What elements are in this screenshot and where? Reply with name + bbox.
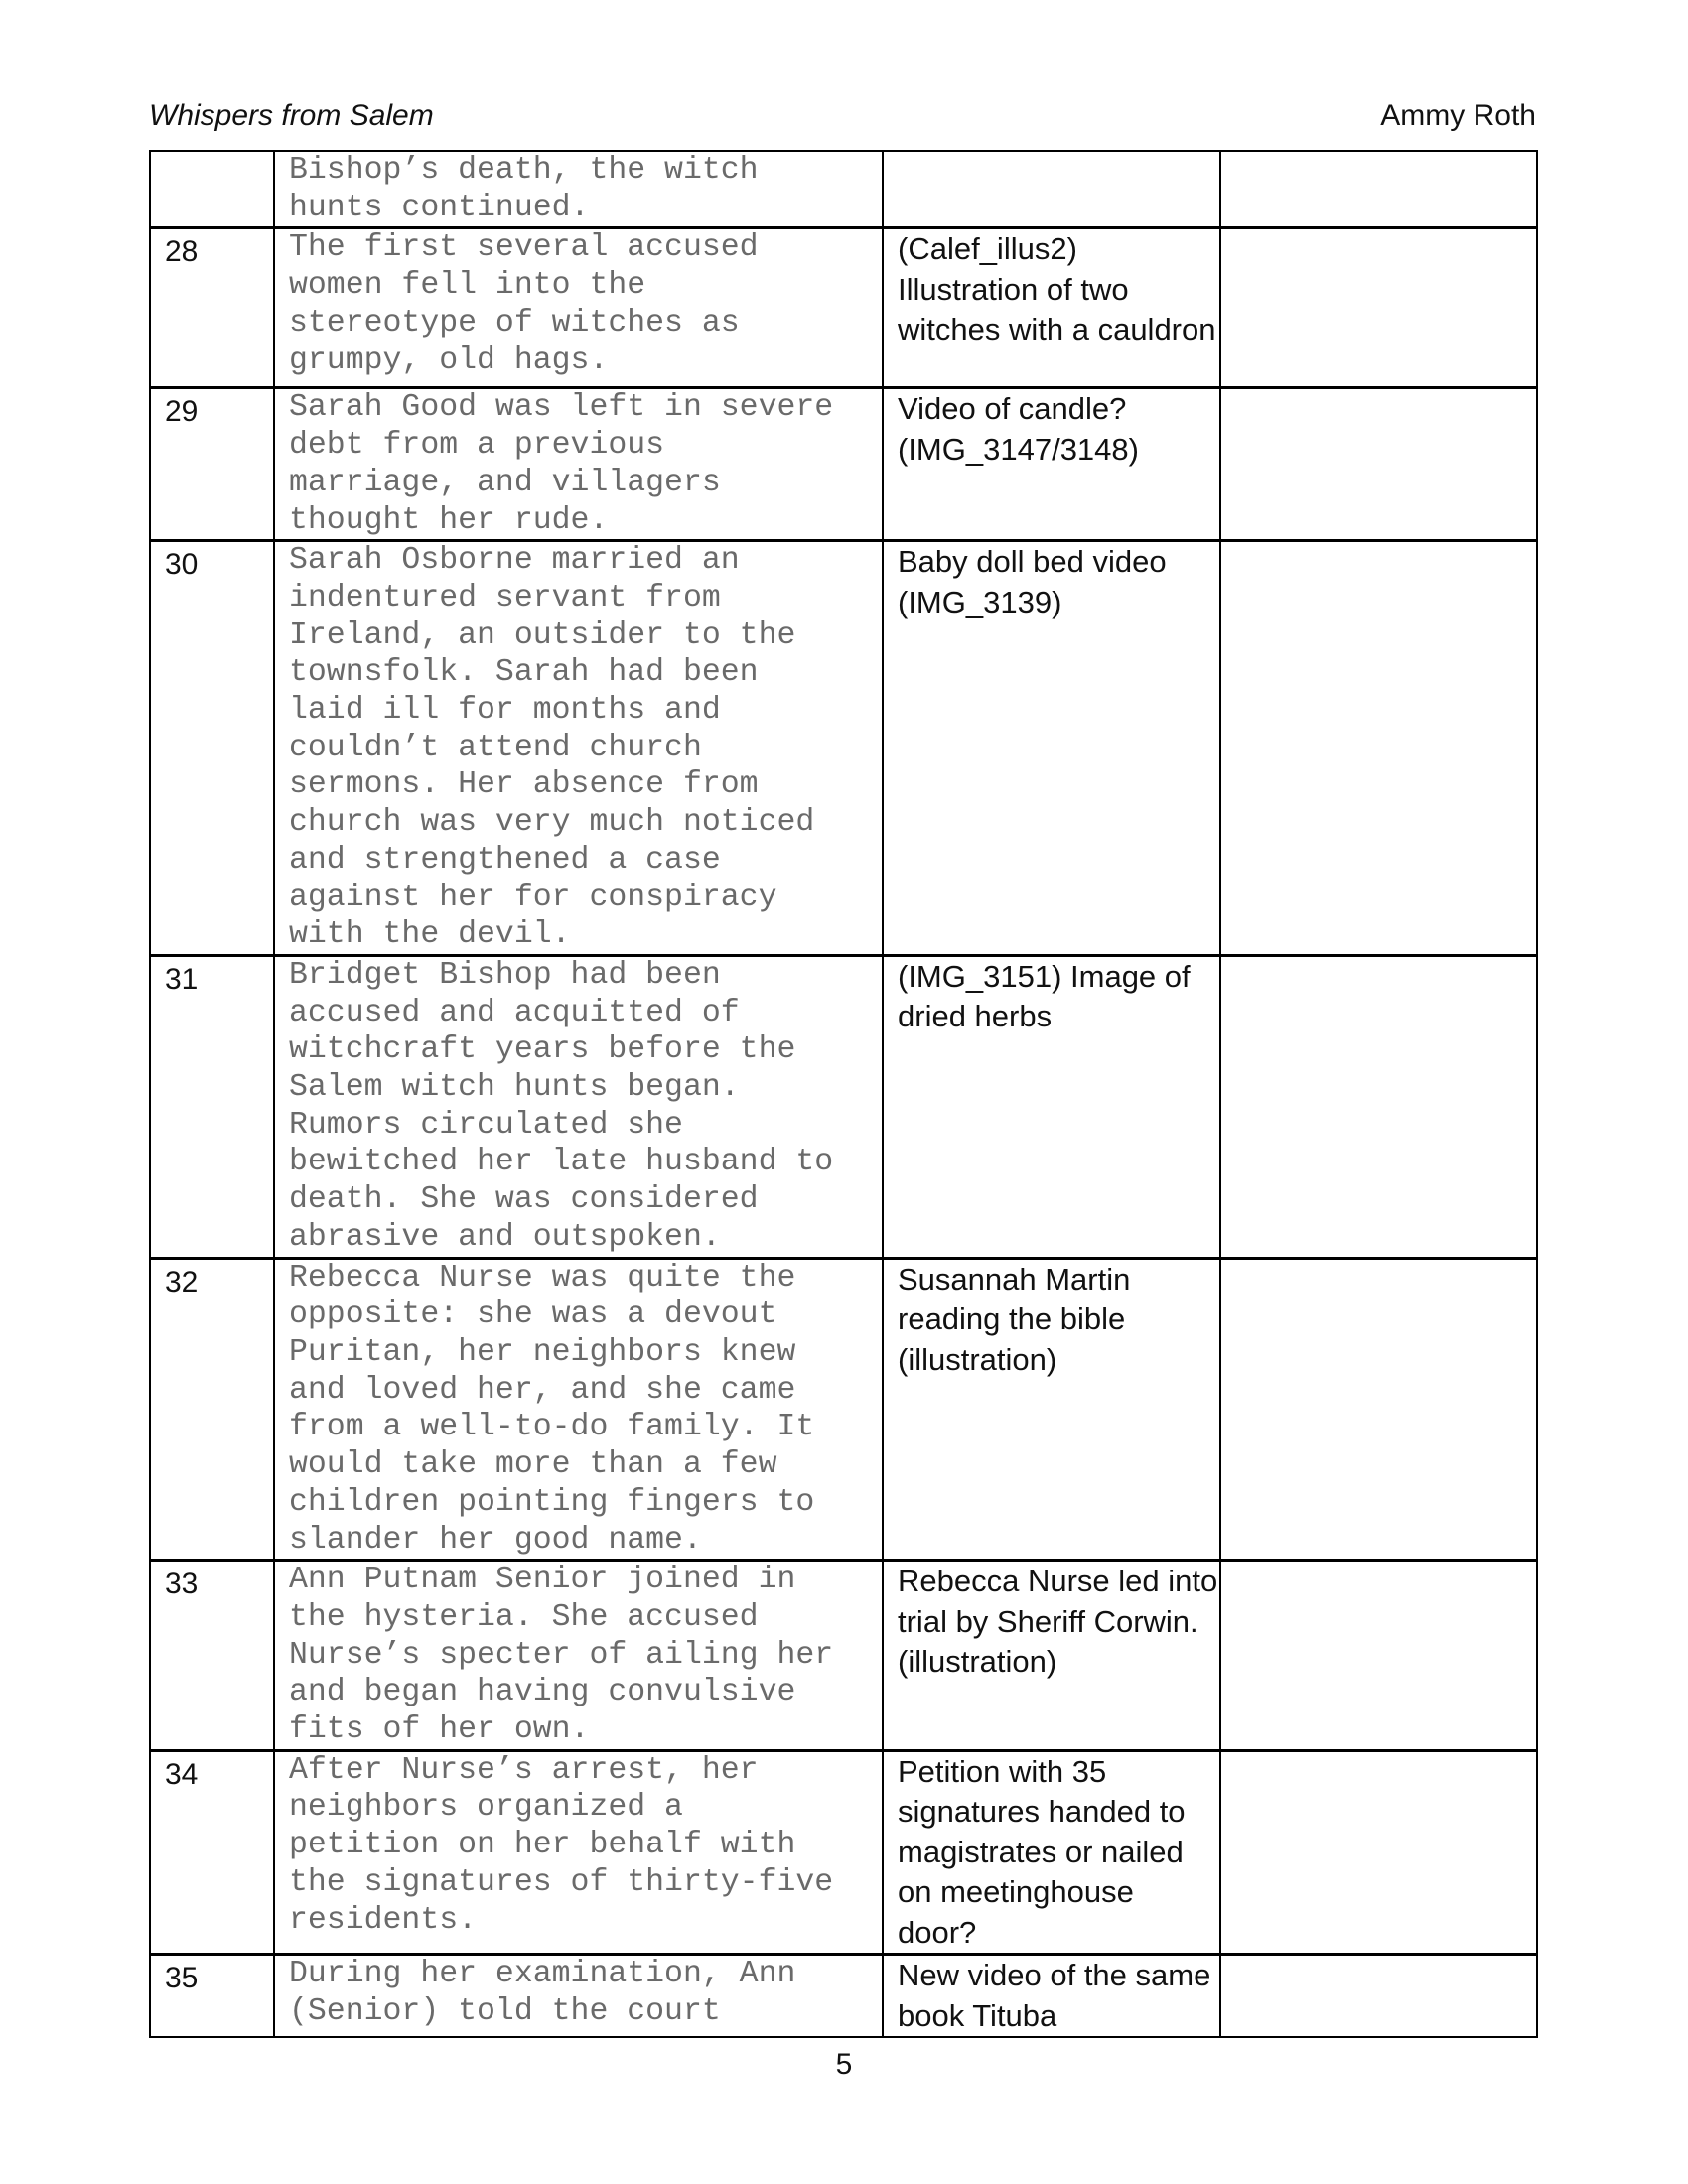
visual-cell: Video of candle? (IMG_3147/3148) <box>883 388 1220 541</box>
row-number <box>150 151 274 228</box>
visual-cell: Baby doll bed video (IMG_3139) <box>883 541 1220 956</box>
table-row <box>150 388 1537 541</box>
row-number: 32 <box>150 1258 274 1561</box>
narration-cell: During her examination, Ann (Senior) told the court <box>274 1955 883 2038</box>
notes-cell <box>1220 151 1537 228</box>
notes-cell <box>1220 541 1537 956</box>
visual-cell: Petition with 35 signatures handed to magistrates or nailed on meetinghouse door? <box>883 1750 1220 1955</box>
notes-cell <box>1220 228 1537 388</box>
document-author: Ammy Roth <box>1380 99 1536 132</box>
narration-cell: Bishop’s death, the witch hunts continued. <box>274 151 883 228</box>
row-number: 34 <box>150 1750 274 1955</box>
table-row <box>150 955 1537 1258</box>
row-number: 28 <box>150 228 274 388</box>
visual-cell: Rebecca Nurse led into trial by Sheriff Corwin. (illustration) <box>883 1561 1220 1751</box>
table-row <box>150 1258 1537 1561</box>
visual-cell: (IMG_3151) Image of dried herbs <box>883 955 1220 1258</box>
narration-cell: Rebecca Nurse was quite the opposite: she was a devout Puritan, her neighbors knew and loved her, and she came from a well-to-do family. It would take more than a few children pointing fingers to slander her good name. <box>274 1258 883 1561</box>
page-number: 5 <box>835 2048 853 2081</box>
row-number: 31 <box>150 955 274 1258</box>
notes-cell <box>1220 1258 1537 1561</box>
visual-cell: New video of the same book Tituba <box>883 1955 1220 2038</box>
row-number: 29 <box>150 388 274 541</box>
table-row <box>150 1955 1537 2038</box>
script-table <box>149 150 1538 2038</box>
narration-cell: Sarah Osborne married an indentured servant from Ireland, an outsider to the townsfolk. Sarah had been laid ill for months and couldn’t attend church sermons. Her absence from church was very much noticed and strengthened a case against her for conspiracy with the devil. <box>274 541 883 956</box>
notes-cell <box>1220 388 1537 541</box>
narration-cell: Ann Putnam Senior joined in the hysteria. She accused Nurse’s specter of ailing her and began having convulsive fits of her own. <box>274 1561 883 1751</box>
notes-cell <box>1220 1750 1537 1955</box>
visual-cell: Susannah Martin reading the bible (illustration) <box>883 1258 1220 1561</box>
table-row <box>150 228 1537 388</box>
narration-cell: After Nurse’s arrest, her neighbors organized a petition on her behalf with the signatures of thirty-five residents. <box>274 1750 883 1955</box>
visual-cell <box>883 151 1220 228</box>
row-number: 30 <box>150 541 274 956</box>
table-row <box>150 1750 1537 1955</box>
row-number: 35 <box>150 1955 274 2038</box>
notes-cell <box>1220 1561 1537 1751</box>
table-row <box>150 151 1537 228</box>
narration-cell: The first several accused women fell into the stereotype of witches as grumpy, old hags. <box>274 228 883 388</box>
table-row <box>150 1561 1537 1751</box>
table-row <box>150 541 1537 956</box>
row-number: 33 <box>150 1561 274 1751</box>
visual-cell: (Calef_illus2) Illustration of two witches with a cauldron <box>883 228 1220 388</box>
narration-cell: Sarah Good was left in severe debt from a previous marriage, and villagers thought her rude. <box>274 388 883 541</box>
notes-cell <box>1220 955 1537 1258</box>
narration-cell: Bridget Bishop had been accused and acquitted of witchcraft years before the Salem witch hunts began. Rumors circulated she bewitched her late husband to death. She was considered abrasive and outspoken. <box>274 955 883 1258</box>
page-header <box>149 99 1536 139</box>
document-title: Whispers from Salem <box>149 99 434 132</box>
notes-cell <box>1220 1955 1537 2038</box>
